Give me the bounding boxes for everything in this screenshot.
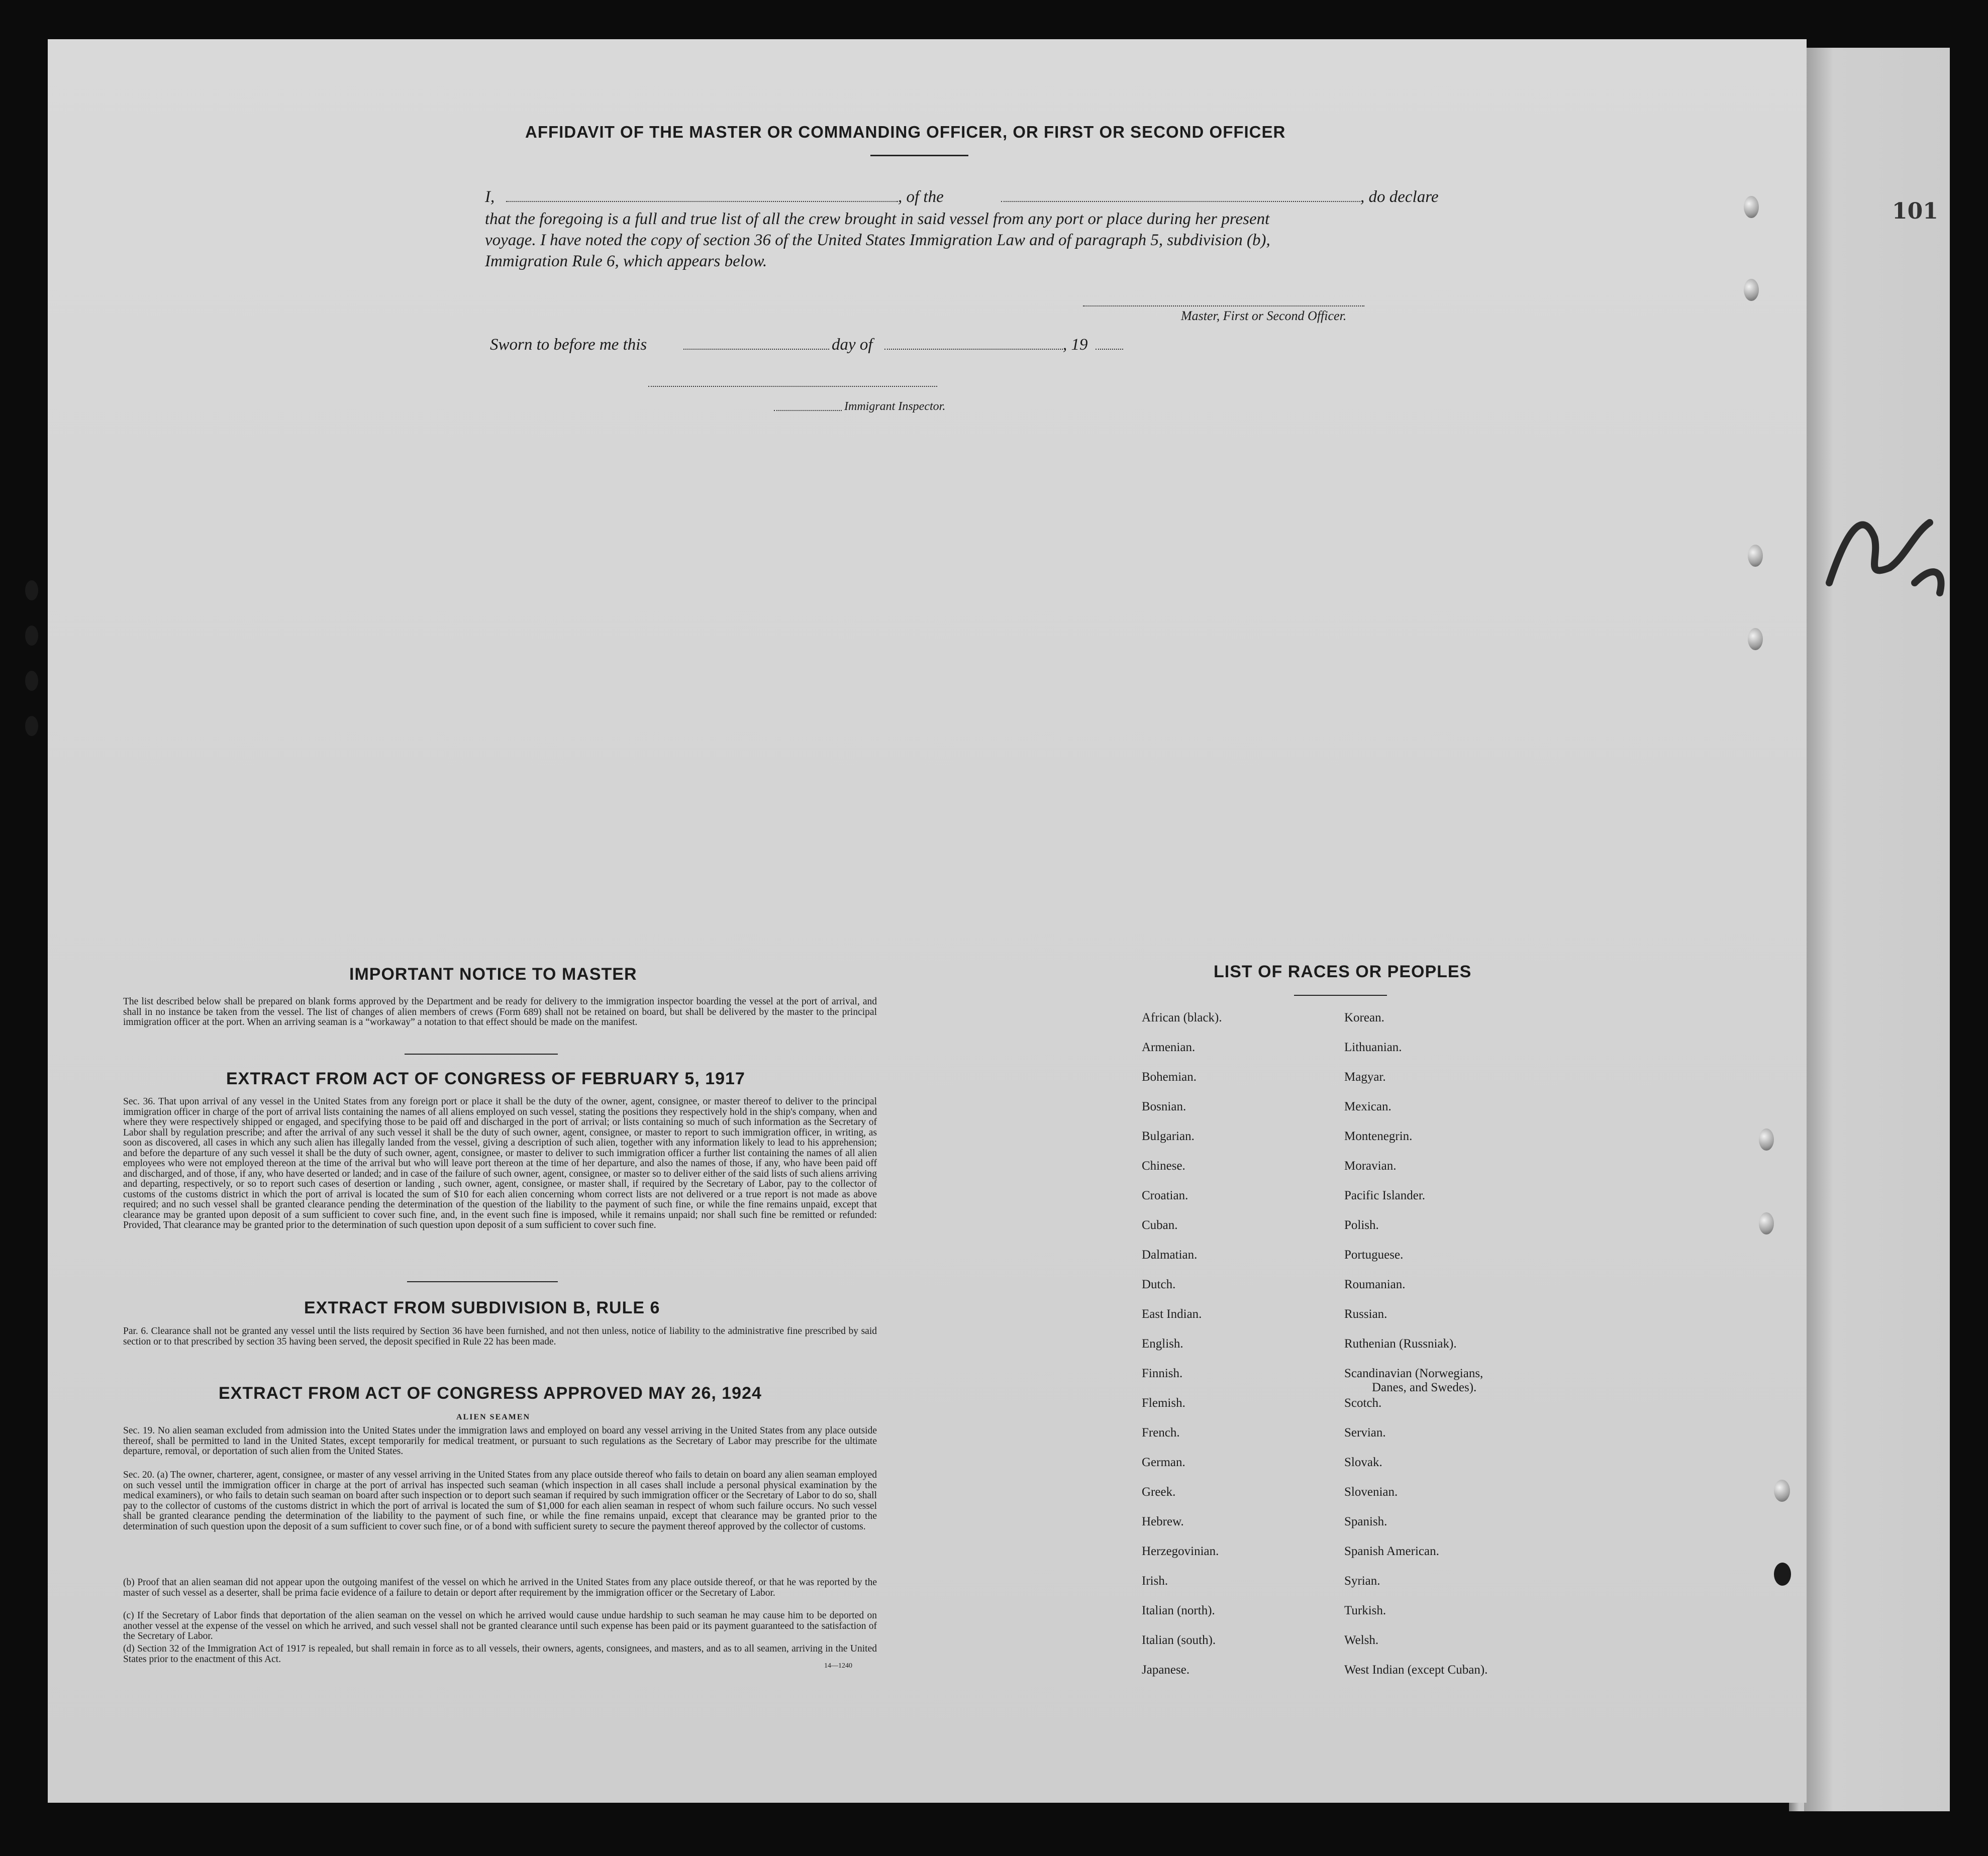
- master-signature-label: Master, First or Second Officer.: [1181, 308, 1347, 323]
- race-item: Magyar.: [1344, 1070, 1386, 1084]
- alien-seamen-subtitle: ALIEN SEAMEN: [456, 1413, 531, 1421]
- affidavit-line-4: Immigration Rule 6, which appears below.: [485, 252, 767, 270]
- sec-20d-text: (d) Section 32 of the Immigration Act of 1917 is repealed, but shall remain in force as to all vessels, their owners, agents, consignees, and masters, and as to all seamen, arriving in the United States prior to the enactment of this Act.: [123, 1643, 877, 1665]
- race-item: Montenegrin.: [1344, 1129, 1413, 1143]
- declare-text: , do declare: [1360, 188, 1439, 206]
- page-number: 101: [1892, 198, 1938, 224]
- of-the-text: , of the: [898, 188, 944, 206]
- binder-hole: [25, 716, 38, 736]
- race-item: Scotch.: [1344, 1396, 1382, 1410]
- race-item: Lithuanian.: [1344, 1041, 1402, 1054]
- race-item: Spanish.: [1344, 1515, 1387, 1528]
- master-signature-line: [1083, 305, 1364, 306]
- race-item: Moravian.: [1344, 1159, 1397, 1173]
- binder-hole: [1744, 279, 1759, 301]
- notice-title: IMPORTANT NOTICE TO MASTER: [349, 965, 637, 984]
- race-item: English.: [1142, 1337, 1183, 1351]
- races-rule: [1294, 995, 1387, 996]
- race-item: Italian (north).: [1142, 1604, 1215, 1617]
- name-blank: [506, 201, 898, 202]
- race-item: Roumanian.: [1344, 1278, 1406, 1291]
- race-item: Spanish American.: [1344, 1544, 1439, 1558]
- race-item: Portuguese.: [1344, 1248, 1404, 1262]
- race-item: Syrian.: [1344, 1574, 1380, 1588]
- race-item: Irish.: [1142, 1574, 1168, 1588]
- extract-1917-body: Sec. 36. That upon arrival of any vessel in the United States from any foreign port or place it shall be the duty of the owner, agent, consignee, or master thereof to deliver to the principal immigration officer in charge of the port of arrival lists containing the names of all aliens employed on such vessel, stating the positions they respectively hold in the ship's company, when and where they were respectively shipped or engaged, and specifying those to be paid off and discharged in the port of arrival; or lists containing so much of such information as the Secretary of Labor shall by regulation prescribe; and after the arrival of any such vessel it shall be the duty of such owner, agent, consignee, or master to report to such immigration officer, in writing, as soon as discovered, all cases in which any such alien has illegally landed from the vessel, giving a description of such alien, together with any information likely to lead to his apprehension; and before the departure of any such vessel it shall be the duty of such owner, agent, consignee, or master to deliver to such immigration officer a further list containing the names of all alien employees who were not employed thereon at the time of the arrival but who will leave port thereon at the time of her departure, and also the names of those, if any, who have been paid off and discharged, and of those, if any, who have deserted or landed; and in case of the failure of such owner, agent, consignee, or master so to deliver either of the said lists of such aliens arriving and departing, respectively, or so to report such cases of desertion or landing , such owner, agent, consignee, or master shall, if required by the Secretary of Labor, pay to the collector of customs of the customs district in which the port of arrival is located the sum of $10 for each alien concerning whom correct lists are not delivered or a true report is not made as above required; and no such vessel shall be granted clearance pending the determination of the question of the liability to the payment of such fine, or while the fine remains unpaid, except that clearance may be granted upon deposit of a sum sufficient to cover such fine, and, in the event such fine is imposed, while it remains unpaid; nor shall such fine be remitted or refunded: Provided, That clearance may be granted prior to the determination of such question upon deposit of a sum sufficient to cover such fine.: [123, 1096, 877, 1230]
- binder-hole: [1748, 545, 1763, 567]
- race-item: Hebrew.: [1142, 1515, 1184, 1528]
- race-item: Japanese.: [1142, 1663, 1190, 1677]
- affidavit-line-2: that the foregoing is a full and true list of all the crew brought in said vessel from any port or place during her present: [485, 210, 1270, 228]
- extract-1924-title: EXTRACT FROM ACT OF CONGRESS APPROVED MAY 26, 1924: [219, 1384, 762, 1403]
- sworn-prefix: Sworn to before me this: [490, 336, 647, 354]
- title-rule: [870, 155, 968, 156]
- sworn-month-blank: [884, 349, 1063, 350]
- sworn-day-of: day of: [832, 336, 873, 354]
- race-item: Armenian.: [1142, 1041, 1196, 1054]
- race-item: Finnish.: [1142, 1367, 1183, 1380]
- notice-body: The list described below shall be prepared on blank forms approved by the Department and be ready for delivery to the immigration inspector boarding the vessel at the port of arrival, and shall in no instance be taken from the vessel. The list of changes of alien members of crews (Form 689) shall not be retained on board, but shall be delivered by the master to the principal immigration officer at the port. When an arriving seaman is a “workaway” a notation to that effect should be made on the manifest.: [123, 996, 877, 1027]
- extract-rule6-body: Par. 6. Clearance shall not be granted any vessel until the lists required by Section 36 have been furnished, and not then unless, notice of liability to the administrative fine prescribed by said section or to that prescribed by section 35 having been served, the deposit specified in Rule 22 has been made.: [123, 1326, 877, 1347]
- race-item: Herzegovinian.: [1142, 1544, 1219, 1558]
- sworn-day-blank: [683, 349, 829, 350]
- extract-1917-title: EXTRACT FROM ACT OF CONGRESS OF FEBRUARY 5, 1917: [226, 1069, 745, 1088]
- bleed-through-handwriting: [1819, 502, 1960, 603]
- document-page: [48, 39, 1807, 1803]
- sec-19-text: Sec. 19. No alien seaman excluded from admission into the United States under the immigration laws and employed on board any vessel arriving in the United States from any place outside thereof, shall be permitted to land in the United States, except temporarily for medical treatment, or pursuant to such regulations as the Secretary of Labor may prescribe for the ultimate departure, removal, or deportation of such alien from the United States.: [123, 1425, 877, 1457]
- race-item: Dutch.: [1142, 1278, 1176, 1291]
- race-item: Russian.: [1344, 1307, 1387, 1321]
- affidavit-title: AFFIDAVIT OF THE MASTER OR COMMANDING OFFICER, OR FIRST OR SECOND OFFICER: [525, 123, 1286, 141]
- sworn-year: , 19: [1063, 336, 1088, 354]
- race-item: Servian.: [1344, 1426, 1386, 1439]
- race-item: Bulgarian.: [1142, 1129, 1195, 1143]
- binder-hole: [1748, 628, 1763, 650]
- binder-hole: [1759, 1128, 1774, 1151]
- race-item: French.: [1142, 1426, 1180, 1439]
- binder-hole: [1774, 1563, 1791, 1586]
- inspector-lead-line: [774, 410, 842, 411]
- binder-hole: [25, 580, 38, 600]
- race-item: Turkish.: [1344, 1604, 1386, 1617]
- race-item: Danes, and Swedes).: [1372, 1381, 1477, 1394]
- race-item: German.: [1142, 1456, 1185, 1469]
- sec-20c-text: (c) If the Secretary of Labor finds that deportation of the alien seaman on the vessel on which he arrived would cause undue hardship to such seaman he may cause him to be deported on another vessel at the expense of the vessel on which he arrived, and such vessel shall not be granted clearance until such expense has been paid or its payment guaranteed to the satisfaction of the Secretary of Labor.: [123, 1610, 877, 1641]
- race-item: East Indian.: [1142, 1307, 1202, 1321]
- race-item: Pacific Islander.: [1344, 1189, 1426, 1202]
- races-title: LIST OF RACES OR PEOPLES: [1214, 962, 1472, 981]
- race-item: Slovenian.: [1344, 1485, 1398, 1499]
- binder-hole: [25, 626, 38, 646]
- inspector-label: Immigrant Inspector.: [844, 400, 946, 413]
- race-item: Ruthenian (Russniak).: [1344, 1337, 1457, 1351]
- race-item: Italian (south).: [1142, 1633, 1216, 1647]
- sec-20b-text: (b) Proof that an alien seaman did not appear upon the outgoing manifest of the vessel on which he arrived in the United States from any place outside thereof, or that he was reported by the master of such vessel as a deserter, shall be prima facie evidence of a failure to detain or deport after requirement by the immigration officer or the Secretary of Labor.: [123, 1577, 877, 1598]
- race-item: Dalmatian.: [1142, 1248, 1198, 1262]
- affidavit-line-1: [485, 188, 494, 207]
- race-item: Flemish.: [1142, 1396, 1185, 1410]
- form-number: 14—1240: [824, 1662, 852, 1670]
- extract-1917-rule: [407, 1281, 558, 1282]
- vessel-blank: [1001, 201, 1360, 202]
- race-item: Greek.: [1142, 1485, 1176, 1499]
- race-item: Bosnian.: [1142, 1100, 1186, 1113]
- race-item: African (black).: [1142, 1011, 1222, 1024]
- sworn-year-blank: [1096, 349, 1123, 350]
- extract-rule6-title: EXTRACT FROM SUBDIVISION B, RULE 6: [304, 1298, 660, 1317]
- binder-hole: [1744, 196, 1759, 218]
- race-item: Korean.: [1344, 1011, 1384, 1024]
- race-item: Croatian.: [1142, 1189, 1188, 1202]
- affidavit-line-3: voyage. I have noted the copy of section 36 of the United States Immigration Law and of paragraph 5, subdivision (b),: [485, 231, 1270, 249]
- binder-hole: [25, 671, 38, 691]
- binder-hole: [1774, 1480, 1790, 1502]
- race-item: Scandinavian (Norwegians,: [1344, 1367, 1483, 1380]
- inspector-signature-line: [648, 386, 937, 387]
- notice-rule: [405, 1054, 558, 1055]
- race-item: West Indian (except Cuban).: [1344, 1663, 1488, 1677]
- race-item: Polish.: [1344, 1218, 1379, 1232]
- race-item: Slovak.: [1344, 1456, 1382, 1469]
- race-item: Cuban.: [1142, 1218, 1178, 1232]
- race-item: Chinese.: [1142, 1159, 1185, 1173]
- affidavit-i: I,: [485, 188, 495, 206]
- race-item: Bohemian.: [1142, 1070, 1197, 1084]
- sec-20a-text: Sec. 20. (a) The owner, charterer, agent, consignee, or master of any vessel arriving in the United States from any place outside thereof who fails to detain on board any alien seaman employed on such vessel until the immigration officer in charge at the port of arrival has inspected such seaman (which inspection in all cases shall include a personal physical examination by the medical examiners), or who fails to detain such seaman on board after such inspection or to deport such seaman if required by such immigration officer or the Secretary of Labor to do so, shall pay to the collector of customs of the customs district in which the port of arrival is located the sum of $1,000 for each alien seaman in respect of whom such failure occurs. No such vessel shall be granted clearance pending the determination of the liability to the payment of such fine, or while the fine remains unpaid, except that clearance may be granted prior to the determination of such question upon the deposit of a sum sufficient to cover such fine, or of a bond with sufficient surety to secure the payment thereof approved by the collector of customs.: [123, 1470, 877, 1532]
- race-item: Mexican.: [1344, 1100, 1391, 1113]
- adjacent-page: [1804, 48, 1950, 1811]
- binder-hole: [1759, 1212, 1774, 1234]
- race-item: Welsh.: [1344, 1633, 1379, 1647]
